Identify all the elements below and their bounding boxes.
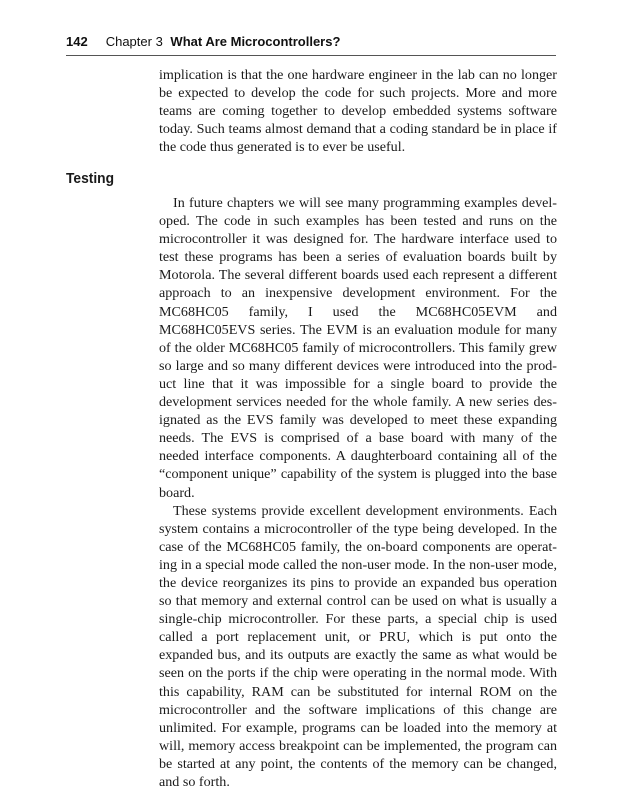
section-paragraph-1: In future chapters we will see many programming examples developed. The code in such examples has been tested and runs on the microcontroller it was designed for. The hardware interface used to test these programs has been a series of evaluation boards built by Motorola. The several different boards used each represent a different approach to an inexpensive development environment. For the MC68HC05 family, I used the MC68HC05EVM and MC68HC05EVS series. The EVM is an evaluation module for many of the older MC68HC05 family of microcontrollers. This family grew so large and so many different devices were introduced into the product line that it was impossible for a single board to provide the development services needed for the whole family. A new series designated as the EVS family was developed to meet these expanding needs. The EVS is comprised of a base board with many of the needed interface components. A daughterboard containing all of the “component unique” capability of the system is plugged into the base board. [159,195,557,501]
chapter-title: What Are Microcontrollers? [170,34,341,49]
page-number: 142 [66,34,88,49]
continued-text-block [159,66,557,156]
continued-paragraph: implication is that the one hardware engineer in the lab can no longer be expected to develop the code for such projects. More and more teams are coming together to develop embedded systems software today. Such teams almost demand that a coding standard be in place if the code thus generated is to ever be useful. [159,67,557,156]
section-paragraph-2: These systems provide excellent development environments. Each system contains a microcontroller of the type being developed. In the case of the MC68HC05 family, the on-board components are operating in a special mode called the non-user mode. In the non-user mode, the device reorganizes its pins to provide an expanded bus operation so that memory and external control can be used on what is usually a single-chip microcontroller. For these parts, a special chip is used called a port replacement unit, or PRU, which is put onto the expanded bus, and its outputs are exactly the same as what would be seen on the ports if the chip were operating in the normal mode. With this capability, RAM can be substituted for internal ROM on the microcontroller and the software implications of this change are unlimited. For example, programs can be loaded into the memory at will, memory access breakpoint can be implemented, the program can be started at any point, the contents of the memory can be changed, and so forth. [159,502,557,790]
running-header [66,33,556,56]
chapter-label: Chapter 3 [105,34,163,49]
section-body [159,194,557,791]
section-heading: Testing [66,170,115,187]
